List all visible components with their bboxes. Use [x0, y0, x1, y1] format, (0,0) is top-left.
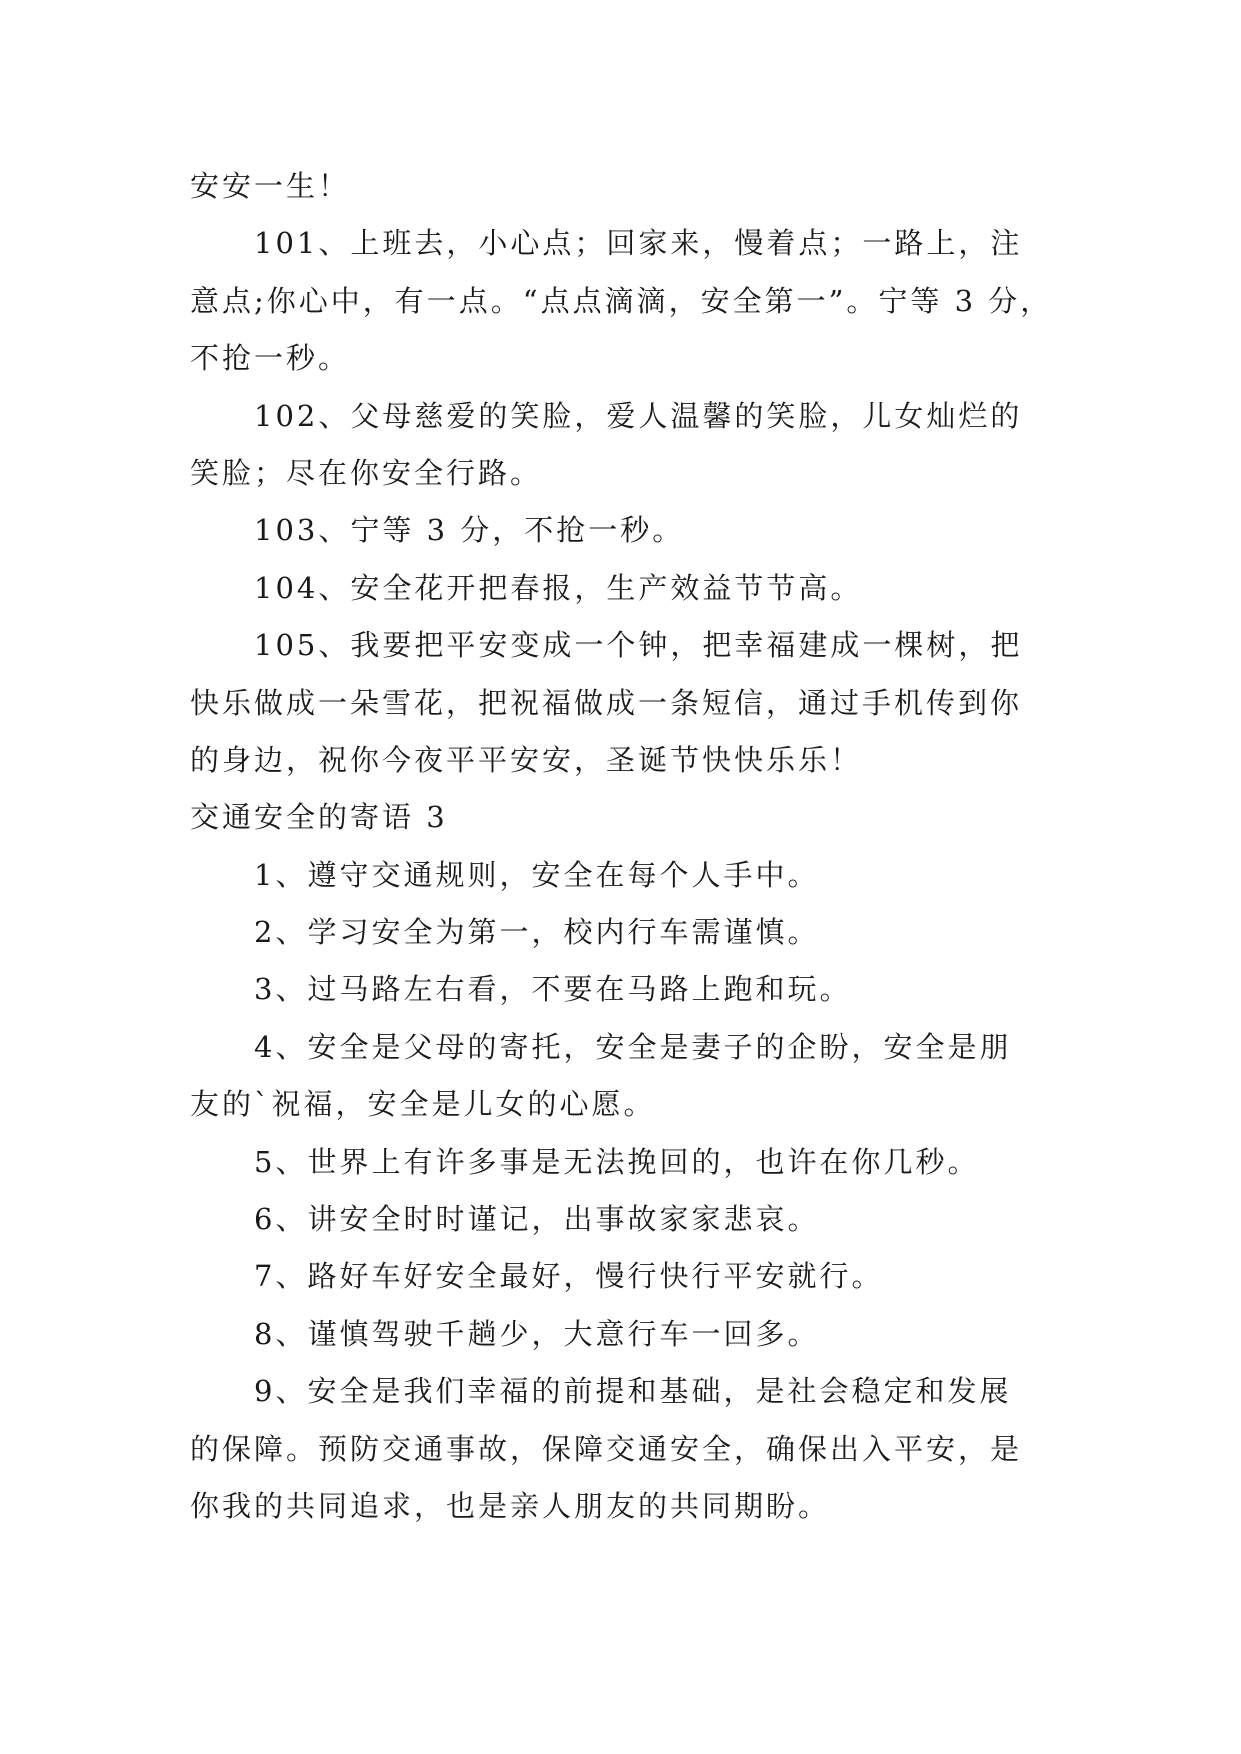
text-line: 你我的共同追求，也是亲人朋友的共同期盼。 — [190, 1488, 831, 1523]
text-line: 4、安全是父母的寄托，安全是妻子的企盼，安全是朋 — [254, 1029, 1012, 1064]
text-line: 安安一生！ — [190, 169, 351, 203]
text-line: 9、安全是我们幸福的前提和基础，是社会稳定和发展 — [254, 1374, 1012, 1409]
text-line: 的保障。预防交通事故，保障交通安全，确保出入平安，是 — [190, 1431, 1023, 1466]
text-line: 7、路好车好安全最好，慢行快行平安就行。 — [254, 1259, 884, 1294]
text-line: 102、父母慈爱的笑脸，爱人温馨的笑脸，儿女灿烂的 — [254, 398, 1023, 433]
text-line: 的身边，祝你今夜平平安安，圣诞节快快乐乐！ — [190, 742, 863, 777]
text-line: 103、宁等 3 分，不抢一秒。 — [254, 513, 685, 548]
document-page — [190, 158, 1070, 1535]
text-line: 5、世界上有许多事是无法挽回的，也许在你几秒。 — [254, 1144, 980, 1179]
text-line: 意点;你心中，有一点。“点点滴滴，安全第一”。宁等 3 分， — [190, 283, 1053, 318]
section-heading: 交通安全的寄语 3 — [190, 800, 448, 835]
text-line: 友的`祝福，安全是儿女的心愿。 — [190, 1087, 656, 1122]
text-line: 1、遵守交通规则，安全在每个人手中。 — [254, 857, 820, 892]
text-line: 105、我要把平安变成一个钟，把幸福建成一棵树，把 — [254, 628, 1023, 663]
text-line: 笑脸；尽在你安全行路。 — [190, 455, 543, 490]
text-line: 2、学习安全为第一，校内行车需谨慎。 — [254, 915, 820, 950]
text-line: 8、谨慎驾驶千趟少，大意行车一回多。 — [254, 1316, 820, 1351]
text-line: 6、讲安全时时谨记，出事故家家悲哀。 — [254, 1202, 820, 1237]
text-line: 101、上班去，小心点；回家来，慢着点；一路上，注 — [254, 226, 1023, 261]
text-line: 104、安全花开把春报，生产效益节节高。 — [254, 570, 863, 605]
text-line: 快乐做成一朵雪花，把祝福做成一条短信，通过手机传到你 — [190, 685, 1023, 720]
text-line: 不抢一秒。 — [190, 341, 351, 376]
text-line: 3、过马路左右看，不要在马路上跑和玩。 — [254, 972, 852, 1007]
